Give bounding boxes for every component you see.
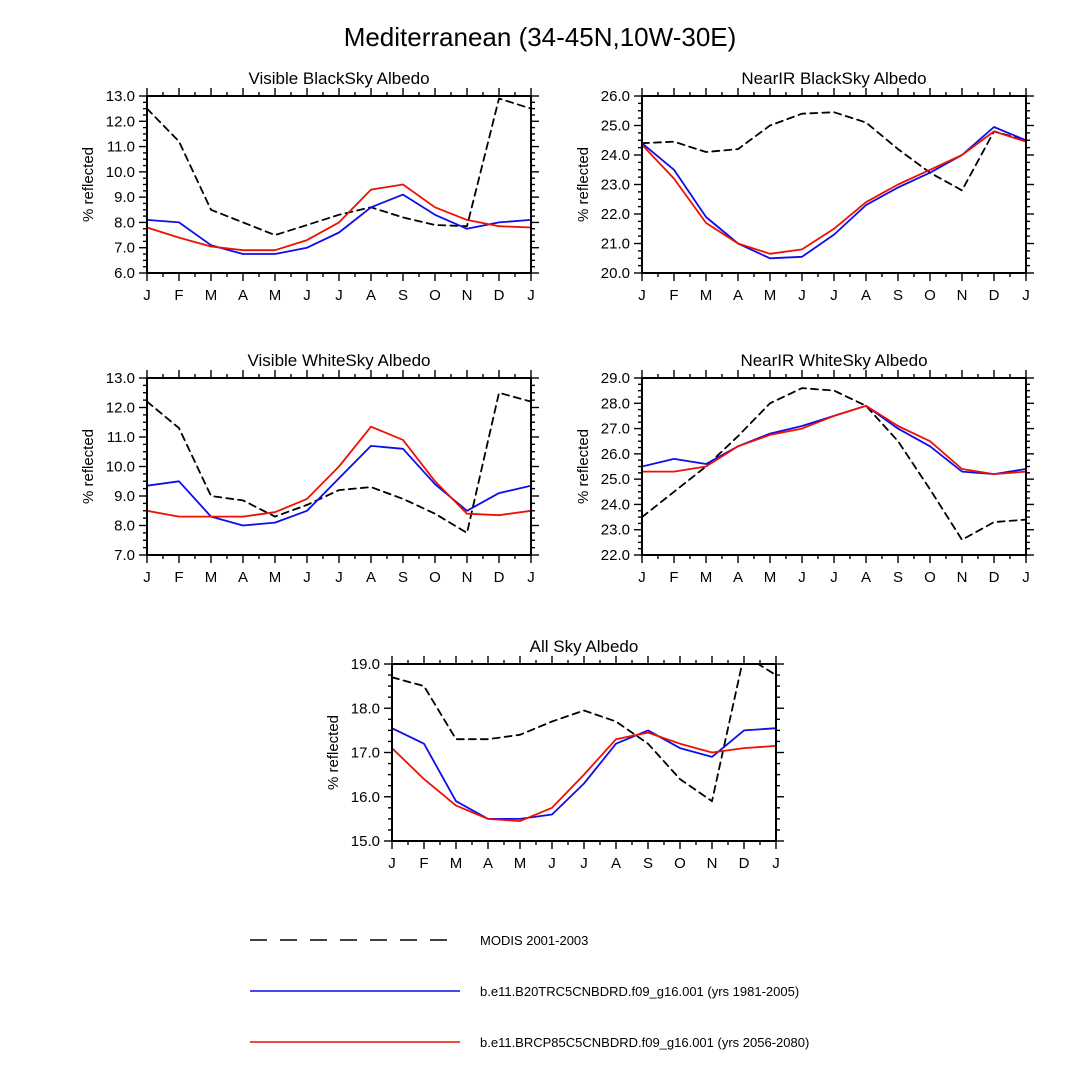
x-tick-label: A	[732, 287, 744, 304]
chart-svg	[75, 66, 545, 321]
y-tick-label: 7.0	[114, 547, 135, 564]
plot-frame	[147, 96, 531, 273]
x-tick-label: A	[610, 855, 622, 872]
y-tick-label: 25.0	[600, 471, 630, 489]
legend-item-modis	[248, 928, 809, 952]
legend-line-modis-dashed	[248, 930, 462, 950]
y-tick-label: 26.0	[600, 88, 630, 105]
x-tick-label: M	[268, 569, 282, 586]
plot-frame	[642, 378, 1026, 555]
chart-svg	[75, 348, 545, 603]
y-tick-label: 13.0	[105, 370, 135, 387]
axis-tick-labels	[601, 88, 1030, 304]
x-tick-label: N	[956, 569, 968, 586]
x-tick-label: S	[892, 287, 904, 304]
axis-ticks	[384, 656, 784, 849]
x-tick-label: D	[493, 569, 505, 586]
x-tick-label: S	[892, 569, 904, 586]
legend-line-rcp85	[248, 1032, 462, 1052]
x-tick-label: J	[638, 287, 646, 304]
series-lines	[392, 655, 776, 821]
series-lines	[642, 112, 1026, 258]
y-tick-label: 27.0	[600, 420, 630, 438]
y-tick-label: 20.0	[600, 265, 630, 282]
x-tick-label: D	[988, 569, 1000, 586]
x-tick-label: J	[798, 569, 806, 586]
legend-item-rcp85	[248, 1030, 809, 1054]
y-tick-label: 29.0	[600, 370, 630, 387]
legend-item-historical	[248, 979, 809, 1003]
legend-label-rcp85: b.e11.BRCP85C5CNBDRD.f09_g16.001 (yrs 2056-2080)	[480, 1034, 810, 1050]
x-tick-label: M	[449, 855, 463, 872]
chart-nearir-whitesky-albedo	[570, 348, 1040, 603]
series-lines	[147, 99, 531, 255]
x-tick-label: D	[738, 855, 750, 872]
x-tick-label: M	[699, 569, 713, 586]
chart-svg	[570, 66, 1040, 321]
y-tick-label: 21.0	[600, 235, 630, 253]
x-tick-label: F	[174, 569, 184, 586]
y-axis-label: % reflected	[80, 428, 97, 505]
y-tick-label: 9.0	[114, 189, 135, 207]
y-tick-label: 11.0	[106, 429, 135, 446]
series-line	[147, 393, 531, 533]
y-tick-label: 13.0	[105, 88, 135, 105]
y-tick-label: 24.0	[600, 147, 630, 164]
x-tick-label: A	[860, 287, 872, 304]
series-line	[642, 127, 1026, 258]
chart-svg	[320, 634, 790, 889]
series-lines	[642, 388, 1026, 540]
y-tick-label: 8.0	[114, 517, 135, 535]
x-tick-label: S	[642, 855, 654, 872]
x-tick-label: M	[268, 287, 282, 304]
y-tick-label: 23.0	[600, 176, 630, 194]
y-axis-label: % reflected	[575, 146, 592, 223]
x-tick-label: J	[388, 855, 396, 872]
x-tick-label: J	[638, 569, 646, 586]
chart-title: Visible BlackSky Albedo	[248, 69, 430, 88]
axis-tick-labels	[106, 370, 535, 586]
y-tick-label: 12.0	[105, 113, 135, 131]
y-tick-label: 17.0	[350, 744, 380, 762]
chart-title: NearIR WhiteSky Albedo	[740, 351, 928, 370]
page-title: Mediterranean (34-45N,10W-30E)	[343, 22, 737, 52]
x-tick-label: O	[924, 287, 936, 304]
x-tick-label: J	[303, 569, 311, 586]
y-tick-label: 6.0	[114, 265, 135, 282]
legend	[248, 928, 809, 1081]
chart-title: Visible WhiteSky Albedo	[247, 351, 431, 370]
y-tick-label: 8.0	[114, 214, 135, 232]
x-tick-label: N	[956, 287, 968, 304]
series-line	[642, 388, 1026, 540]
y-tick-label: 25.0	[600, 117, 630, 135]
axis-tick-labels	[351, 656, 780, 872]
legend-label-historical: b.e11.B20TRC5CNBDRD.f09_g16.001 (yrs 1981-2005)	[480, 983, 800, 999]
chart-visible-blacksky-albedo	[75, 66, 545, 321]
x-tick-label: N	[461, 569, 473, 586]
x-tick-label: J	[527, 569, 535, 586]
x-tick-label: M	[699, 287, 713, 304]
x-tick-label: M	[763, 287, 777, 304]
x-tick-label: A	[482, 855, 494, 872]
x-tick-label: N	[706, 855, 718, 872]
x-tick-label: M	[204, 287, 218, 304]
y-tick-label: 22.0	[600, 547, 630, 564]
y-tick-label: 16.0	[350, 788, 380, 806]
x-tick-label: A	[237, 287, 249, 304]
y-tick-label: 18.0	[350, 700, 380, 718]
x-tick-label: A	[365, 287, 377, 304]
plot-frame	[642, 96, 1026, 273]
chart-title: NearIR BlackSky Albedo	[741, 69, 927, 88]
y-tick-label: 22.0	[600, 206, 630, 223]
x-tick-label: N	[461, 287, 473, 304]
x-tick-label: J	[1022, 287, 1030, 304]
x-tick-label: J	[1022, 569, 1030, 586]
x-tick-label: J	[830, 287, 838, 304]
y-tick-label: 28.0	[600, 395, 630, 413]
x-tick-label: O	[429, 287, 441, 304]
x-tick-label: J	[830, 569, 838, 586]
x-tick-label: A	[732, 569, 744, 586]
x-tick-label: J	[143, 569, 151, 586]
x-tick-label: F	[174, 287, 184, 304]
x-tick-label: J	[798, 287, 806, 304]
y-tick-label: 10.0	[105, 163, 135, 181]
x-tick-label: J	[772, 855, 780, 872]
x-tick-label: A	[237, 569, 249, 586]
x-tick-label: D	[988, 287, 1000, 304]
x-tick-label: S	[397, 287, 409, 304]
series-line	[392, 733, 776, 822]
chart-svg	[570, 348, 1040, 603]
x-tick-label: O	[674, 855, 686, 872]
x-tick-label: J	[548, 855, 556, 872]
x-tick-label: O	[924, 569, 936, 586]
y-tick-label: 10.0	[105, 458, 135, 476]
chart-nearir-blacksky-albedo	[570, 66, 1040, 321]
y-tick-label: 26.0	[600, 445, 630, 463]
y-tick-label: 7.0	[114, 239, 135, 257]
legend-label-modis: MODIS 2001-2003	[480, 932, 589, 948]
y-axis-label: % reflected	[80, 146, 97, 223]
x-tick-label: J	[303, 287, 311, 304]
x-tick-label: J	[143, 287, 151, 304]
x-tick-label: M	[204, 569, 218, 586]
x-tick-label: A	[365, 569, 377, 586]
axis-tick-labels	[106, 88, 535, 304]
x-tick-label: J	[580, 855, 588, 872]
legend-line-historical	[248, 981, 462, 1001]
chart-title: All Sky Albedo	[529, 637, 639, 656]
x-tick-label: O	[429, 569, 441, 586]
series-line	[392, 655, 776, 801]
x-tick-label: M	[513, 855, 527, 872]
x-tick-label: J	[527, 287, 535, 304]
x-tick-label: F	[669, 569, 679, 586]
x-tick-label: J	[335, 287, 343, 304]
axis-tick-labels	[601, 370, 1030, 586]
x-tick-label: D	[493, 287, 505, 304]
y-axis-label: % reflected	[325, 714, 342, 791]
y-tick-label: 9.0	[114, 488, 135, 505]
x-tick-label: A	[860, 569, 872, 586]
y-tick-label: 12.0	[105, 399, 135, 417]
x-tick-label: F	[419, 855, 429, 872]
x-tick-label: J	[335, 569, 343, 586]
y-tick-label: 23.0	[600, 521, 630, 539]
x-tick-label: M	[763, 569, 777, 586]
chart-allsky-albedo	[320, 634, 790, 889]
chart-visible-whitesky-albedo	[75, 348, 545, 603]
y-tick-label: 19.0	[350, 656, 380, 673]
x-tick-label: S	[397, 569, 409, 586]
y-axis-label: % reflected	[575, 428, 592, 505]
axis-ticks	[634, 88, 1034, 281]
y-tick-label: 24.0	[600, 496, 630, 514]
x-tick-label: F	[669, 287, 679, 304]
axis-ticks	[139, 88, 539, 281]
series-lines	[147, 393, 531, 533]
y-tick-label: 11.0	[106, 138, 135, 156]
series-line	[147, 99, 531, 236]
axis-ticks	[634, 370, 1034, 563]
y-tick-label: 15.0	[350, 833, 380, 850]
